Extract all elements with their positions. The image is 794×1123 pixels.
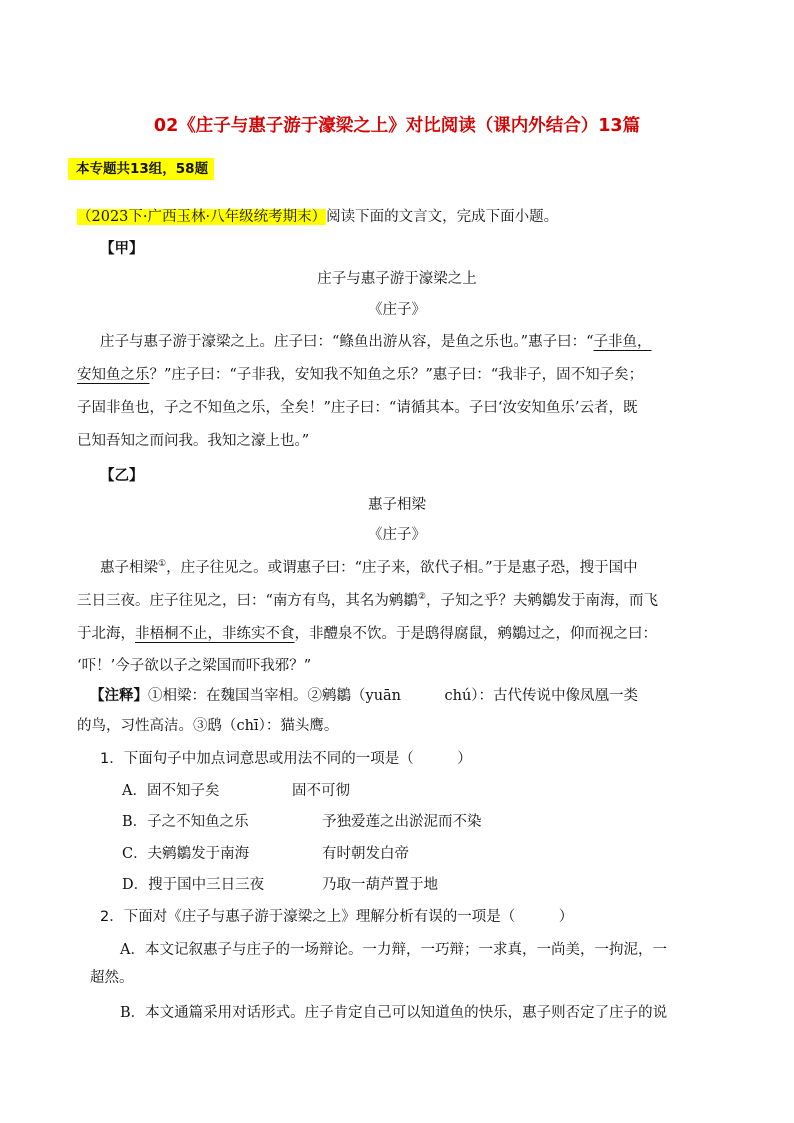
q1-option-b[interactable]	[122, 811, 249, 833]
option-text: 搜于国中三日三夜	[148, 877, 265, 893]
question-2-stem: 2．下面对《庄子与惠子游于濠梁之上》理解分析有误的一项是（ ）	[100, 909, 574, 925]
q1-option-c-compare: 有时朝发白帝	[322, 846, 409, 862]
text-run: 三日三夜。庄子往见之，曰：“南方有鸟，其名为鹓鶵	[77, 593, 418, 609]
part-a-author: 《庄子》	[368, 302, 426, 318]
text-run: 庄子与惠子游于濠梁之上。庄子曰：“鲦鱼出游从容，是鱼之乐也。”惠子曰：“	[100, 334, 594, 350]
part-b-line	[77, 623, 722, 645]
part-a-line: 已知吾知之而问我。我知之濠上也。”	[77, 433, 310, 449]
option-letter: D．	[122, 877, 149, 893]
part-b-line	[77, 590, 722, 612]
part-a-title: 庄子与惠子游于濠梁之上	[317, 271, 477, 287]
source-tag: （2023下·广西玉林·八年级统考期末）	[77, 209, 327, 225]
option-text: 夫鹓鶵发于南海	[147, 846, 250, 862]
option-letter: A．	[122, 783, 147, 799]
note-label: 【注释】	[90, 688, 148, 704]
footnote-mark: ②	[417, 592, 426, 603]
text-run: 于北海，	[77, 626, 135, 642]
q2-option-b[interactable]: B．本文通篇采用对话形式。庄子肯定自己可以知道鱼的快乐，惠子则否定了庄子的说	[120, 1005, 668, 1021]
option-text: 子之不知鱼之乐	[147, 814, 249, 830]
q1-option-d-compare: 乃取一葫芦置于地	[322, 877, 438, 893]
q1-option-a-compare: 固不可彻	[292, 783, 350, 799]
part-a-line: 子固非鱼也，子之不知鱼之乐，全矣！”庄子曰：“请循其本。子曰‘汝安知鱼乐’云者，既	[77, 400, 638, 416]
q2-option-a[interactable]: A．本文记叙惠子与庄子的一场辩论。一力辩，一巧辩；一求真，一尚美，一拘泥，一	[120, 942, 667, 958]
q1-option-a[interactable]	[122, 780, 219, 802]
part-a-line	[100, 331, 722, 353]
q1-option-c[interactable]	[122, 843, 249, 865]
part-b-author: 《庄子》	[368, 527, 426, 543]
note-line: 的鸟，习性高洁。③鸱（chī）：猫头鹰。	[77, 718, 339, 734]
part-b-line	[100, 557, 722, 579]
q1-option-d[interactable]	[122, 874, 264, 896]
intro-text: 阅读下面的文言文，完成下面小题。	[326, 209, 559, 225]
part-b-line: ‘吓！’今子欲以子之梁国而吓我邪？”	[77, 658, 312, 674]
underlined-text: 非梧桐不止，非练实不食	[135, 626, 295, 642]
text-run: ，非醴泉不饮。于是鸱得腐鼠，鹓鶵过之，仰而视之曰：	[294, 626, 657, 642]
option-letter: B．	[122, 814, 148, 830]
option-text: 固不知子矣	[146, 783, 220, 799]
question-intro	[77, 206, 722, 228]
part-b-title: 惠子相梁	[368, 497, 426, 513]
note-line	[90, 685, 722, 707]
part-b-label: 【乙】	[100, 468, 144, 484]
text-run: 惠子相梁	[100, 560, 158, 576]
document-title: 02《庄子与惠子游于濠梁之上》对比阅读（课内外结合）13篇	[153, 116, 641, 136]
q2-option-a-continued: 超然。	[90, 970, 134, 986]
part-a-label: 【甲】	[100, 241, 144, 257]
question-1-stem: 1．下面句子中加点词意思或用法不同的一项是（ ）	[100, 751, 472, 767]
q1-option-b-compare: 予独爱莲之出淤泥而不染	[322, 814, 482, 830]
topic-summary: 本专题共13组，58题	[68, 158, 214, 180]
text-run: ，子知之乎？夫鹓鶵发于南海，而飞	[426, 593, 658, 609]
underlined-text: 安知鱼之乐	[77, 367, 150, 383]
text-run: ？”庄子曰：“子非我，安知我不知鱼之乐？”惠子曰：“我非子，固不知子矣；	[149, 367, 644, 383]
note-text: ①相梁：在魏国当宰相。②鹓鶵（yuān chú）：古代传说中像凤凰一类	[148, 688, 639, 704]
text-run: ，庄子往见之。或谓惠子曰：“庄子来，欲代子相。”于是惠子恐，搜于国中	[166, 560, 638, 576]
option-letter: C．	[122, 846, 148, 862]
underlined-text: 子非鱼，	[593, 334, 652, 350]
footnote-mark: ①	[158, 559, 167, 570]
part-a-line	[77, 364, 722, 386]
